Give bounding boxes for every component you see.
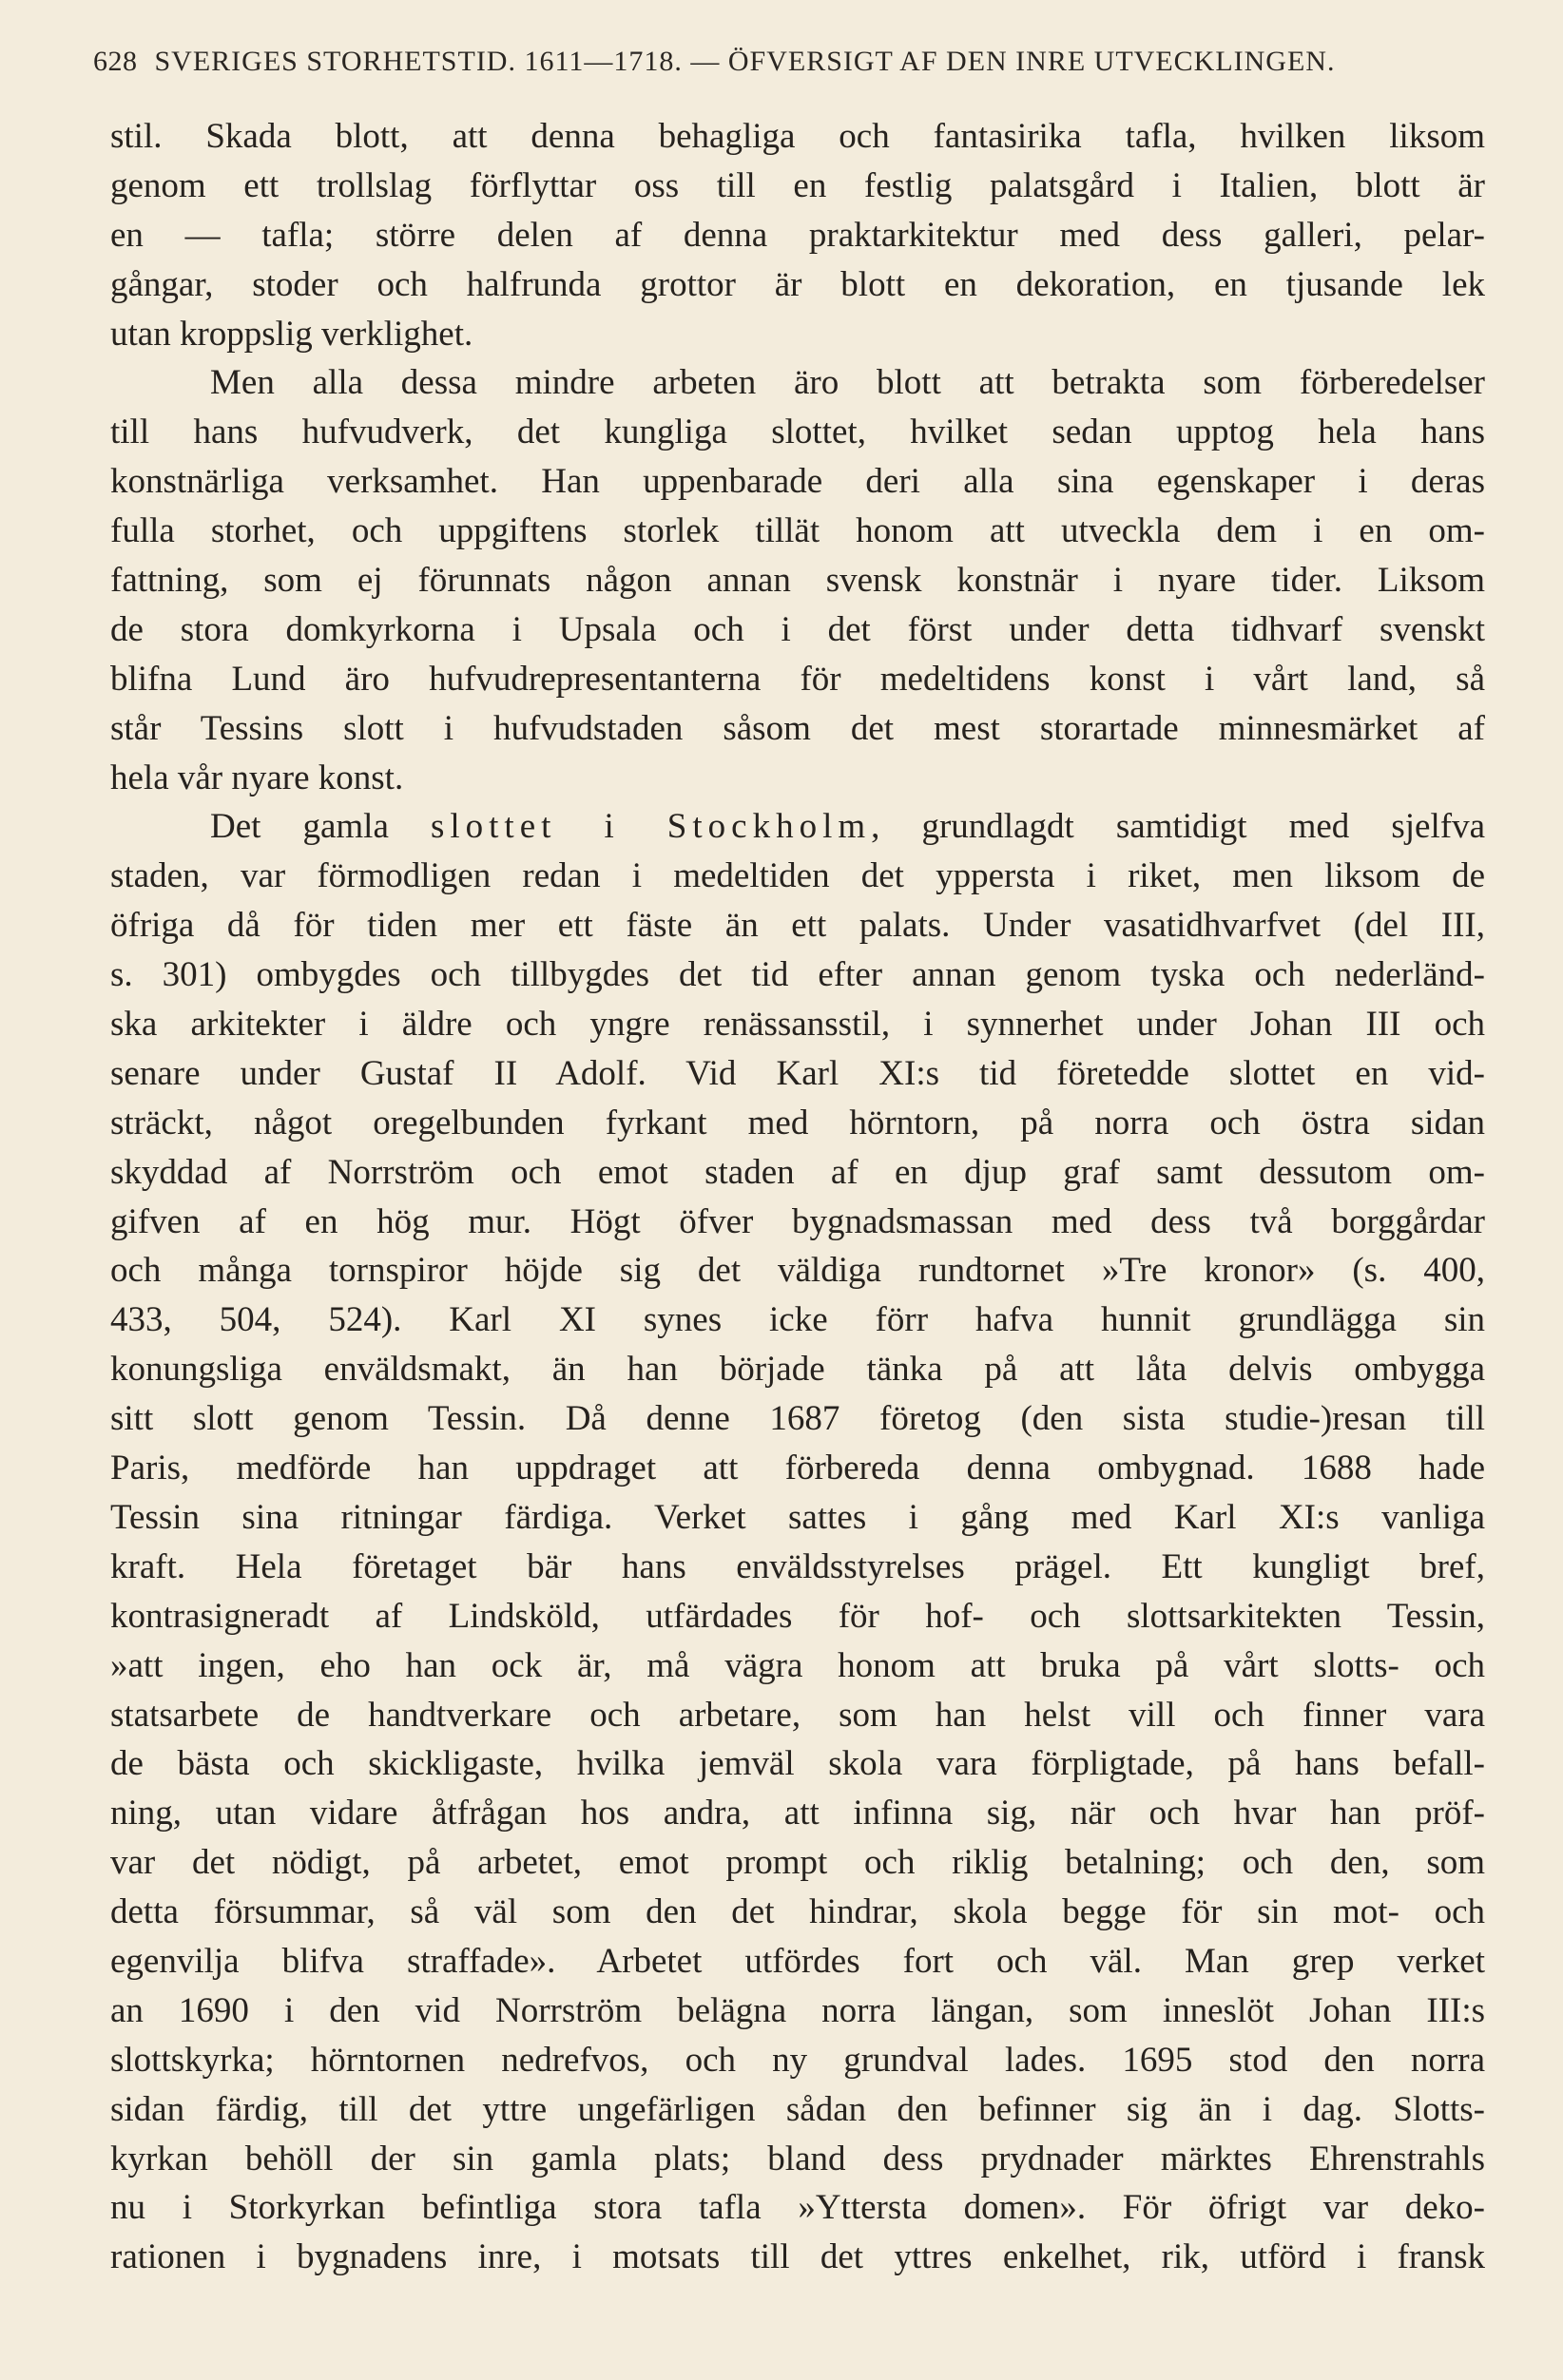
text-line: en — tafla; större delen af denna praktarkitektur med dess galleri, pelar- <box>110 215 1485 255</box>
text-line: blifna Lund äro hufvudrepresentanterna för medeltidens konst i vårt land, så <box>110 659 1485 699</box>
text-line: de stora domkyrkorna i Upsala och i det först under detta tidhvarf svenskt <box>110 609 1485 649</box>
text-line: slottskyrka; hörntornen nedrefvos, och ny grundval lades. 1695 stod den norra <box>110 2040 1485 2080</box>
text-line: senare under Gustaf II Adolf. Vid Karl XI:s tid företedde slottet en vid- <box>110 1053 1485 1093</box>
text-line: skyddad af Norrström och emot staden af en djup graf samt dessutom om- <box>110 1152 1485 1192</box>
text-line: an 1690 i den vid Norrström belägna norra längan, som inneslöt Johan III:s <box>110 1990 1485 2030</box>
text-line: ning, utan vidare åtfrågan hos andra, att infinna sig, när och hvar han pröf- <box>110 1794 1485 1833</box>
text-line: konstnärliga verksamhet. Han uppenbarade deri alla sina egenskaper i deras <box>110 462 1485 502</box>
text-line: utan kroppslig verklighet. <box>110 314 473 354</box>
text-line: staden, var förmodligen redan i medeltiden det yppersta i riket, men liksom de <box>110 856 1485 896</box>
text-line: gifven af en hög mur. Högt öfver bygnadsmassan med dess två borggårdar <box>110 1201 1485 1241</box>
text-line: egenvilja blifva straffade». Arbetet utfördes fort och väl. Man grep verket <box>110 1941 1485 1981</box>
text-line: ska arkitekter i äldre och yngre renässansstil, i synnerhet under Johan III och <box>110 1005 1485 1045</box>
text-line: genom ett trollslag förflyttar oss till en festlig palatsgård i Italien, blott är <box>110 165 1485 205</box>
text-line: sträckt, något oregelbunden fyrkant med hörntorn, på norra och östra sidan <box>110 1103 1485 1142</box>
text-run: , grundlagdt samtidigt med sjelfva <box>871 807 1485 847</box>
text-line: fattning, som ej förunnats någon annan svensk konstnär i nyare tider. Liksom <box>110 561 1485 601</box>
text-line: var det nödigt, på arbetet, emot prompt och riklig betalning; och den, som <box>110 1843 1485 1883</box>
text-line: Men alla dessa mindre arbeten äro blott att betrakta som förberedelser <box>210 363 1485 403</box>
running-title: SVERIGES STORHETSTID. 1611—1718. — ÖFVERSIGT AF DEN INRE UTVECKLINGEN. <box>154 46 1336 77</box>
text-line: sitt slott genom Tessin. Då denne 1687 företog (den sista studie-)resan till <box>110 1399 1485 1439</box>
text-line: detta försummar, så väl som den det hindrar, skola begge för sin mot- och <box>110 1892 1485 1932</box>
text-line: sidan färdig, till det yttre ungefärligen sådan den befinner sig än i dag. Slotts- <box>110 2089 1485 2129</box>
text-line: gångar, stoder och halfrunda grottor är blott en dekoration, en tjusande lek <box>110 264 1485 304</box>
running-header <box>93 46 1491 78</box>
text-line: 433, 504, 524). Karl XI synes icke förr hafva hunnit grundlägga sin <box>110 1300 1485 1340</box>
text-line: s. 301) ombygdes och tillbygdes det tid efter annan genom tyska och nederländ- <box>110 955 1485 995</box>
text-line: fulla storhet, och uppgiftens storlek tillät honom att utveckla dem i en om- <box>110 511 1485 551</box>
text-line: de bästa och skickligaste, hvilka jemväl skola vara förpligtade, på hans befall- <box>110 1744 1485 1784</box>
text-line: till hans hufvudverk, det kungliga slottet, hvilket sedan upptog hela hans <box>110 413 1485 452</box>
text-run: Det gamla <box>210 807 431 847</box>
text-line: stil. Skada blott, att denna behagliga och fantasirika tafla, hvilken liksom <box>110 117 1485 156</box>
text-line: kraft. Hela företaget bär hans enväldsstyrelses prägel. Ett kungligt bref, <box>110 1546 1485 1586</box>
text-line: Paris, medförde han uppdraget att förbereda denna ombygnad. 1688 hade <box>110 1449 1485 1488</box>
text-line: står Tessins slott i hufvudstaden såsom det mest storartade minnesmärket af <box>110 708 1485 748</box>
text-line: statsarbete de handtverkare och arbetare, som han helst vill och finner vara <box>110 1695 1485 1735</box>
text-line: nu i Storkyrkan befintliga stora tafla »Yttersta domen». För öfrigt var deko- <box>110 2188 1485 2228</box>
text-line: rationen i bygnadens inre, i motsats till det yttres enkelhet, rik, utförd i fransk <box>110 2237 1485 2277</box>
text-line: och många tornspiror höjde sig det väldiga rundtornet »Tre kronor» (s. 400, <box>110 1251 1485 1291</box>
text-line: Tessin sina ritningar färdiga. Verket sattes i gång med Karl XI:s vanliga <box>110 1497 1485 1537</box>
spaced-emphasis: slottet i Stockholm <box>430 807 872 847</box>
text-line: kyrkan behöll der sin gamla plats; bland dess prydnader märktes Ehrenstrahls <box>110 2139 1485 2178</box>
text-line: konungsliga enväldsmakt, än han började tänka på att låta delvis ombygga <box>110 1350 1485 1390</box>
text-line <box>110 802 1485 852</box>
text-line: hela vår nyare konst. <box>110 758 404 797</box>
page-number: 628 <box>93 46 138 77</box>
text-line: öfriga då för tiden mer ett fäste än ett palats. Under vasatidhvarfvet (del III, <box>110 906 1485 946</box>
text-line: »att ingen, eho han ock är, må vägra honom att bruka på vårt slotts- och <box>110 1645 1485 1685</box>
text-line: kontrasigneradt af Lindsköld, utfärdades för hof- och slottsarkitekten Tessin, <box>110 1596 1485 1636</box>
body-text <box>110 112 1485 2282</box>
